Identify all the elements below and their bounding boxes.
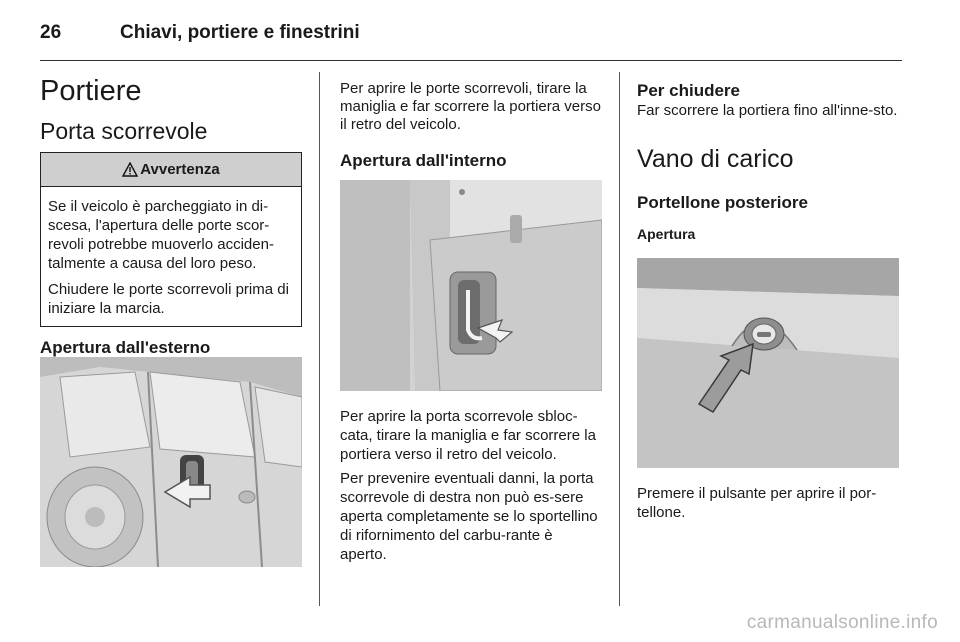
column-2 xyxy=(340,80,602,564)
column-3 xyxy=(637,80,899,522)
paragraph-danni: Per prevenire eventuali danni, la porta scorrevole di destra non può es-sere aperta completamente se lo sportellino di rifornimento del carbu-rante è aperto. xyxy=(340,470,598,563)
paragraph-apertura-interno: Per aprire la porta scorrevole sbloc-cata, tirare la maniglia e far scorrere la portiera verso il retro del veicolo. xyxy=(340,408,596,463)
header-rule xyxy=(40,60,902,61)
warning-box xyxy=(40,152,302,327)
paragraph-chiudere: Far scorrere la portiera fino all'inne-sto. xyxy=(637,102,898,119)
subsection-title-porta-scorrevole: Porta scorrevole xyxy=(40,118,208,144)
warning-body xyxy=(41,187,301,326)
heading-apertura-esterno: Apertura dall'esterno xyxy=(40,338,211,357)
page-number: 26 xyxy=(40,22,62,43)
intro-paragraph: Per aprire le porte scorrevoli, tirare la maniglia e far scorrere la portiera verso il retro del veicolo. xyxy=(340,80,601,133)
section-title-vano-di-carico: Vano di carico xyxy=(637,145,794,173)
figure-sliding-door-interior xyxy=(340,180,602,391)
warning-header xyxy=(41,153,301,187)
heading-apertura-interno: Apertura dall'interno xyxy=(340,151,507,170)
chapter-title: Chiavi, portiere e finestrini xyxy=(120,22,360,43)
column-1 xyxy=(40,72,302,359)
sliding-door-exterior-illustration xyxy=(40,357,302,567)
warning-triangle-icon xyxy=(122,162,138,177)
warning-paragraph: Chiudere le porte scorrevoli prima di iniziare la marcia. xyxy=(48,281,289,317)
figure-tailgate-button xyxy=(637,258,899,468)
figure-sliding-door-exterior xyxy=(40,357,302,567)
subsection-title-portellone: Portellone posteriore xyxy=(637,193,808,212)
heading-apertura: Apertura xyxy=(637,226,696,242)
section-title-portiere: Portiere xyxy=(40,75,142,107)
warning-paragraph: Se il veicolo è parcheggiato in di-scesa, l'apertura delle porte scor-revoli potrebbe muoverlo acciden-talmente a causa del loro peso. xyxy=(48,198,274,272)
heading-per-chiudere: Per chiudere xyxy=(637,81,740,100)
column-divider xyxy=(619,72,620,606)
warning-title: Avvertenza xyxy=(140,161,220,178)
tailgate-button-illustration xyxy=(637,258,899,468)
watermark: carmanualsonline.info xyxy=(746,612,938,633)
column-divider xyxy=(319,72,320,606)
paragraph-premere: Premere il pulsante per aprire il por-tellone. xyxy=(637,485,877,521)
sliding-door-interior-illustration xyxy=(340,180,602,391)
